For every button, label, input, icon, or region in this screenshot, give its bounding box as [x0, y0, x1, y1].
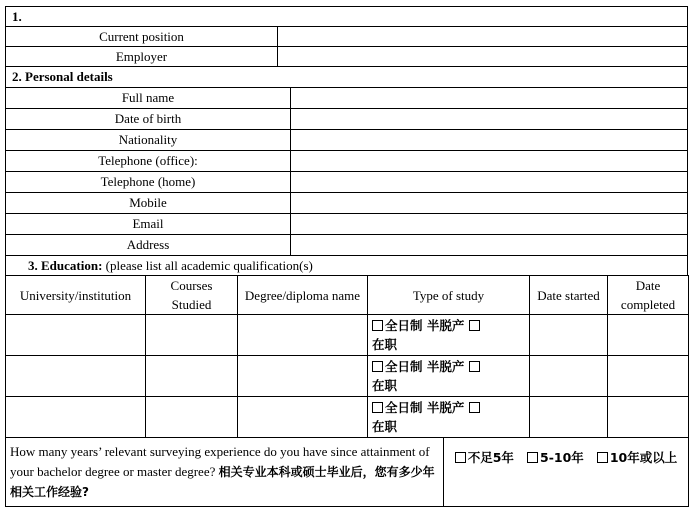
university-cell[interactable]	[6, 356, 146, 397]
experience-question	[6, 438, 444, 507]
parttime-checkbox[interactable]	[469, 320, 480, 331]
nationality-field[interactable]	[291, 130, 687, 150]
telephone-office-field[interactable]	[291, 151, 687, 171]
full-name-field[interactable]	[291, 88, 687, 108]
type-of-study-cell	[368, 397, 530, 438]
col-degree: Degree/diploma name	[238, 276, 368, 315]
employer-field[interactable]	[278, 47, 687, 66]
col-date-completed: Date completed	[608, 276, 689, 315]
address-label: Address	[6, 235, 291, 255]
courses-cell[interactable]	[146, 356, 238, 397]
email-field[interactable]	[291, 214, 687, 234]
employer-label: Employer	[6, 47, 278, 66]
telephone-home-field[interactable]	[291, 172, 687, 192]
option-under-5-label: 不足5年	[467, 450, 514, 465]
date-of-birth-label: Date of birth	[6, 109, 291, 129]
type-of-study-cell	[368, 315, 530, 356]
telephone-home-label: Telephone (home)	[6, 172, 291, 192]
personal-details-heading: 2. Personal details	[12, 69, 113, 84]
university-cell[interactable]	[6, 315, 146, 356]
nationality-label: Nationality	[6, 130, 291, 150]
date-started-cell[interactable]	[530, 315, 608, 356]
study-options-onjob: 在职	[372, 419, 398, 434]
courses-cell[interactable]	[146, 315, 238, 356]
table-row	[6, 315, 689, 356]
degree-cell[interactable]	[238, 356, 368, 397]
address-field[interactable]	[291, 235, 687, 255]
experience-question-row	[6, 438, 689, 507]
courses-cell[interactable]	[146, 397, 238, 438]
fulltime-checkbox[interactable]	[372, 320, 383, 331]
date-completed-cell[interactable]	[608, 356, 689, 397]
current-position-label: Current position	[6, 27, 278, 46]
table-row	[6, 356, 689, 397]
experience-question-table	[5, 437, 689, 507]
study-options-onjob: 在职	[372, 378, 398, 393]
experience-options	[444, 438, 689, 507]
option-under-5-checkbox[interactable]	[455, 452, 466, 463]
fulltime-checkbox[interactable]	[372, 361, 383, 372]
table-row	[6, 397, 689, 438]
option-5-10-label: 5-10年	[540, 450, 584, 465]
email-label: Email	[6, 214, 291, 234]
col-university: University/institution	[6, 276, 146, 315]
option-5-10-checkbox[interactable]	[527, 452, 538, 463]
fulltime-checkbox[interactable]	[372, 402, 383, 413]
date-started-cell[interactable]	[530, 397, 608, 438]
type-of-study-cell	[368, 356, 530, 397]
section-1-number: 1.	[12, 9, 22, 24]
question-text-zh: 相关专业本科或硕士毕业后，您有多少年相关工作经验?	[10, 465, 435, 499]
date-completed-cell[interactable]	[608, 315, 689, 356]
education-heading-note: (please list all academic qualification(s)	[102, 258, 313, 273]
education-heading-bold: 3. Education:	[28, 258, 103, 273]
mobile-field[interactable]	[291, 193, 687, 213]
education-header-row	[6, 276, 689, 315]
date-of-birth-field[interactable]	[291, 109, 687, 129]
study-options-text: 全日制 半脱产	[385, 318, 469, 333]
mobile-label: Mobile	[6, 193, 291, 213]
telephone-office-label: Telephone (office):	[6, 151, 291, 171]
degree-cell[interactable]	[238, 397, 368, 438]
col-courses: Courses Studied	[146, 276, 238, 315]
degree-cell[interactable]	[238, 315, 368, 356]
section-2	[5, 67, 688, 276]
university-cell[interactable]	[6, 397, 146, 438]
parttime-checkbox[interactable]	[469, 361, 480, 372]
education-table	[5, 275, 689, 438]
study-options-onjob: 在职	[372, 337, 398, 352]
full-name-label: Full name	[6, 88, 291, 108]
parttime-checkbox[interactable]	[469, 402, 480, 413]
date-started-cell[interactable]	[530, 356, 608, 397]
current-position-field[interactable]	[278, 27, 687, 46]
study-options-text: 全日制 半脱产	[385, 400, 469, 415]
option-10-plus-checkbox[interactable]	[597, 452, 608, 463]
col-type-of-study: Type of study	[368, 276, 530, 315]
col-date-started: Date started	[530, 276, 608, 315]
study-options-text: 全日制 半脱产	[385, 359, 469, 374]
question-text-en: How many years’ relevant surveying experience do you have since attainment of your bachelor degree or master degree?	[10, 444, 430, 479]
education-heading	[6, 256, 313, 275]
section-1	[5, 6, 688, 67]
application-form	[5, 6, 688, 507]
option-10-plus-label: 10年或以上	[609, 450, 678, 465]
date-completed-cell[interactable]	[608, 397, 689, 438]
